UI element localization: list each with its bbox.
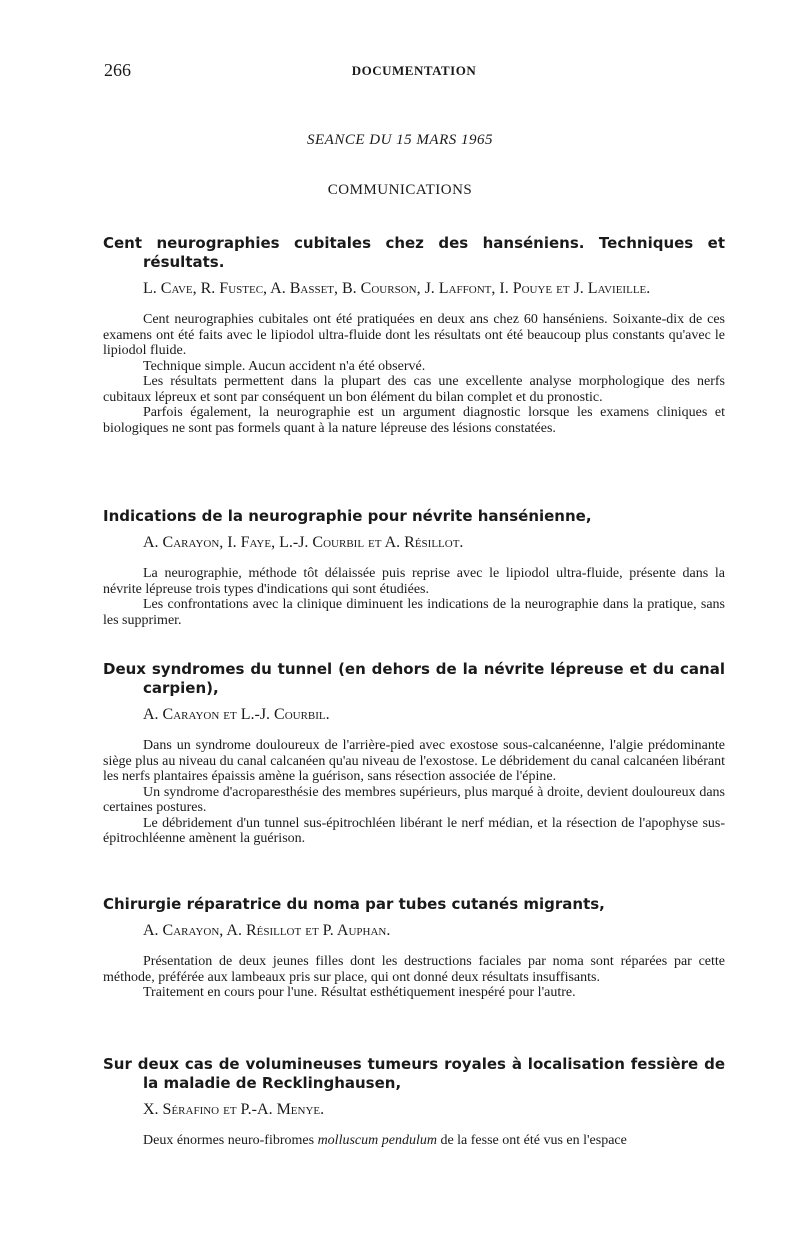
section-title: COMMUNICATIONS xyxy=(327,182,473,198)
article-body xyxy=(103,738,725,847)
article-1 xyxy=(103,234,725,436)
article-title: Sur deux cas de volumineuses tumeurs royales à localisation fessière de la maladie de Recklinghausen, xyxy=(103,1055,725,1092)
article-body xyxy=(103,1133,725,1149)
article-paragraph: Dans un syndrome douloureux de l'arrière-pied avec exostose sous-calcanéenne, l'algie prédominante siège plus au niveau du canal calcanéen qu'au niveau de l'exostose. Le débridement du canal calcanéen libérant les nerfs plantaires épaissis amène la guérison, sans résection associée de l'épine. xyxy=(103,738,725,784)
article-authors: A. Carayon, A. Résillot et P. Auphan. xyxy=(143,922,391,939)
article-paragraph: La neurographie, méthode tôt délaissée puis reprise avec le lipiodol ultra-fluide, présente dans la névrite lépreuse trois types d'indications qui sont étudiées. xyxy=(103,566,725,597)
paragraph-text: Deux énormes neuro-fibromes xyxy=(143,1133,318,1148)
article-paragraph xyxy=(103,1133,725,1149)
article-authors: L. Cave, R. Fustec, A. Basset, B. Courson, J. Laffont, I. Pouye et J. Lavieille. xyxy=(143,280,651,297)
page-number: 266 xyxy=(104,60,131,80)
article-paragraph: Parfois également, la neurographie est un argument diagnostic lorsque les examens cliniques et biologiques ne sont pas formels quant à la nature lépreuse des lésions constatées. xyxy=(103,405,725,436)
article-authors: A. Carayon et L.-J. Courbil. xyxy=(143,706,330,723)
article-paragraph: Technique simple. Aucun accident n'a été observé. xyxy=(143,358,426,374)
article-title: Indications de la neurographie pour névrite hansénienne, xyxy=(103,507,592,525)
article-authors: X. Sérafino et P.-A. Menye. xyxy=(143,1101,325,1118)
article-paragraph: Les résultats permettent dans la plupart des cas une excellente analyse morphologique des nerfs cubitaux lépreux et sont par conséquent un bon élément du bilan complet et du pronostic. xyxy=(103,374,725,405)
paragraph-italic-term: molluscum pendulum xyxy=(317,1133,437,1148)
article-title: Deux syndromes du tunnel (en dehors de la névrite lépreuse et du canal carpien), xyxy=(103,660,725,697)
article-body xyxy=(103,954,725,1001)
article-paragraph: Un syndrome d'acroparesthésie des membres supérieurs, plus marqué à droite, devient douloureux dans certaines postures. xyxy=(103,784,725,815)
running-title: DOCUMENTATION xyxy=(351,63,477,78)
article-3 xyxy=(103,660,725,847)
article-body xyxy=(103,566,725,628)
article-5 xyxy=(103,1055,725,1149)
article-body xyxy=(103,312,725,436)
session-title: SEANCE DU 15 MARS 1965 xyxy=(307,132,493,148)
article-paragraph: Le débridement d'un tunnel sus-épitrochléen libérant le nerf médian, et la résection de l'apophyse sus-épitrochléenne amènent la guérison. xyxy=(103,815,725,846)
paragraph-text: de la fesse ont été vus en l'espace xyxy=(436,1133,627,1148)
article-authors: A. Carayon, I. Faye, L.-J. Courbil et A. Résillot. xyxy=(143,534,464,551)
article-paragraph: Présentation de deux jeunes filles dont les destructions faciales par noma sont réparées par cette méthode, préférée aux lambeaux pris sur place, qui ont donné deux résultats insuffisants. xyxy=(103,954,725,985)
article-paragraph: Les confrontations avec la clinique diminuent les indications de la neurographie dans la pratique, sans les supprimer. xyxy=(103,597,725,628)
page-header xyxy=(104,60,724,86)
article-paragraph: Cent neurographies cubitales ont été pratiquées en deux ans chez 60 hanséniens. Soixante-dix de ces examens ont été faits avec le lipiodol ultra-fluide dont les résultats ont été beaucoup plus constants qu'avec le lipiodol fluide. xyxy=(103,312,725,358)
article-title: Cent neurographies cubitales chez des hanséniens. Techniques et résultats. xyxy=(103,234,725,271)
article-title: Chirurgie réparatrice du noma par tubes cutanés migrants, xyxy=(103,895,605,913)
article-2 xyxy=(103,507,725,628)
article-paragraph: Traitement en cours pour l'une. Résultat esthétiquement inespéré pour l'autre. xyxy=(143,985,576,1000)
article-4 xyxy=(103,895,725,1001)
